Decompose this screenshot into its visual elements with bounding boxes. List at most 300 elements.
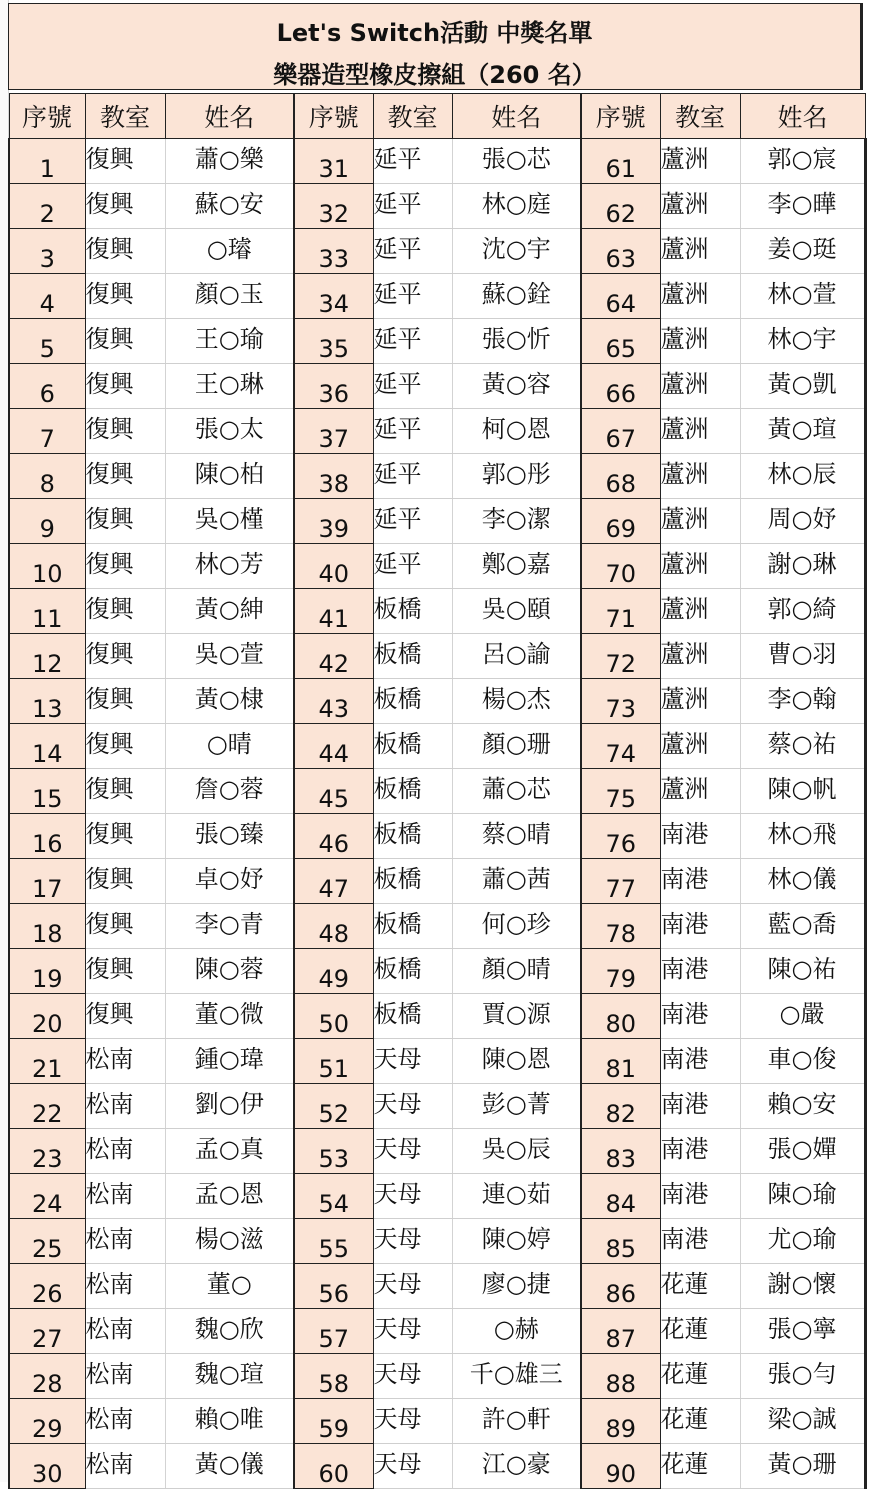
- winner-name-cell: 車○俊: [740, 1039, 865, 1084]
- table-row: [9, 229, 865, 274]
- table-row: [9, 679, 865, 724]
- classroom-cell: 南港: [660, 1129, 740, 1174]
- classroom-cell: 延平: [373, 184, 452, 229]
- winner-name-cell: 李○翰: [740, 679, 865, 724]
- winner-name-cell: 楊○杰: [452, 679, 581, 724]
- winner-name-cell: 陳○婷: [452, 1219, 581, 1264]
- table-row: [9, 589, 865, 634]
- winner-name-cell: 陳○恩: [452, 1039, 581, 1084]
- winner-name-cell: 曹○羽: [740, 634, 865, 679]
- classroom-cell: 松南: [85, 1309, 165, 1354]
- winner-name-cell: 柯○恩: [452, 409, 581, 454]
- row-number: 2: [9, 184, 85, 229]
- classroom-cell: 復興: [85, 814, 165, 859]
- winner-name-cell: 顏○晴: [452, 949, 581, 994]
- classroom-cell: 蘆洲: [660, 589, 740, 634]
- table-row: [9, 1039, 865, 1084]
- winner-name-cell: 鍾○瑋: [165, 1039, 294, 1084]
- classroom-cell: 蘆洲: [660, 724, 740, 769]
- classroom-cell: 復興: [85, 499, 165, 544]
- classroom-cell: 蘆洲: [660, 634, 740, 679]
- classroom-cell: 復興: [85, 319, 165, 364]
- classroom-cell: 天母: [373, 1309, 452, 1354]
- winner-name-cell: 王○瑜: [165, 319, 294, 364]
- classroom-cell: 延平: [373, 544, 452, 589]
- classroom-cell: 板橋: [373, 769, 452, 814]
- table-row: [9, 994, 865, 1039]
- classroom-cell: 復興: [85, 139, 165, 184]
- classroom-cell: 復興: [85, 904, 165, 949]
- winner-name-cell: 黃○儀: [165, 1444, 294, 1489]
- winner-name-cell: 蕭○茜: [452, 859, 581, 904]
- winner-name-cell: 廖○捷: [452, 1264, 581, 1309]
- winner-name-cell: 郭○宸: [740, 139, 865, 184]
- classroom-cell: 延平: [373, 274, 452, 319]
- row-number: 35: [294, 319, 373, 364]
- winner-name-cell: 千○雄三: [452, 1354, 581, 1399]
- classroom-cell: 天母: [373, 1039, 452, 1084]
- row-number: 34: [294, 274, 373, 319]
- table-row: [9, 1399, 865, 1444]
- row-number: 28: [9, 1354, 85, 1399]
- row-number: 64: [581, 274, 660, 319]
- row-number: 70: [581, 544, 660, 589]
- classroom-cell: 南港: [660, 1084, 740, 1129]
- row-number: 50: [294, 994, 373, 1039]
- winner-name-cell: 卓○妤: [165, 859, 294, 904]
- winner-name-cell: 蔡○晴: [452, 814, 581, 859]
- winner-name-cell: ○嚴: [740, 994, 865, 1039]
- row-number: 71: [581, 589, 660, 634]
- classroom-cell: 天母: [373, 1444, 452, 1489]
- classroom-cell: 天母: [373, 1354, 452, 1399]
- row-number: 77: [581, 859, 660, 904]
- classroom-cell: 板橋: [373, 814, 452, 859]
- row-number: 12: [9, 634, 85, 679]
- row-number: 81: [581, 1039, 660, 1084]
- winner-name-cell: 蘇○銓: [452, 274, 581, 319]
- row-number: 1: [9, 139, 85, 184]
- header-room: 教室: [373, 94, 452, 139]
- classroom-cell: 蘆洲: [660, 769, 740, 814]
- classroom-cell: 南港: [660, 814, 740, 859]
- winner-name-cell: ○璿: [165, 229, 294, 274]
- classroom-cell: 松南: [85, 1129, 165, 1174]
- classroom-cell: 花蓮: [660, 1444, 740, 1489]
- row-number: 32: [294, 184, 373, 229]
- row-number: 51: [294, 1039, 373, 1084]
- header-name: 姓名: [452, 94, 581, 139]
- row-number: 57: [294, 1309, 373, 1354]
- classroom-cell: 蘆洲: [660, 544, 740, 589]
- classroom-cell: 延平: [373, 409, 452, 454]
- table-row: [9, 769, 865, 814]
- row-number: 72: [581, 634, 660, 679]
- table-row: [9, 274, 865, 319]
- winner-name-cell: 林○芳: [165, 544, 294, 589]
- row-number: 21: [9, 1039, 85, 1084]
- classroom-cell: 蘆洲: [660, 364, 740, 409]
- winner-name-cell: 賴○安: [740, 1084, 865, 1129]
- classroom-cell: 復興: [85, 949, 165, 994]
- winner-name-cell: 李○青: [165, 904, 294, 949]
- row-number: 18: [9, 904, 85, 949]
- row-number: 31: [294, 139, 373, 184]
- classroom-cell: 板橋: [373, 859, 452, 904]
- winner-name-cell: 楊○滋: [165, 1219, 294, 1264]
- winner-name-cell: 張○太: [165, 409, 294, 454]
- table-row: [9, 1084, 865, 1129]
- classroom-cell: 板橋: [373, 724, 452, 769]
- row-number: 26: [9, 1264, 85, 1309]
- winner-name-cell: 李○潔: [452, 499, 581, 544]
- row-number: 19: [9, 949, 85, 994]
- row-number: 7: [9, 409, 85, 454]
- winner-name-cell: 黃○紳: [165, 589, 294, 634]
- classroom-cell: 天母: [373, 1174, 452, 1219]
- winner-name-cell: 陳○帆: [740, 769, 865, 814]
- winner-name-cell: 賴○唯: [165, 1399, 294, 1444]
- classroom-cell: 板橋: [373, 634, 452, 679]
- row-number: 55: [294, 1219, 373, 1264]
- table-row: [9, 1174, 865, 1219]
- winner-name-cell: 董○: [165, 1264, 294, 1309]
- classroom-cell: 松南: [85, 1264, 165, 1309]
- classroom-cell: 南港: [660, 859, 740, 904]
- row-number: 39: [294, 499, 373, 544]
- winner-name-cell: 江○豪: [452, 1444, 581, 1489]
- winner-name-cell: 陳○柏: [165, 454, 294, 499]
- winner-name-cell: 林○飛: [740, 814, 865, 859]
- classroom-cell: 復興: [85, 544, 165, 589]
- row-number: 89: [581, 1399, 660, 1444]
- header-seq: 序號: [294, 94, 373, 139]
- row-number: 47: [294, 859, 373, 904]
- winner-name-cell: 沈○宇: [452, 229, 581, 274]
- row-number: 45: [294, 769, 373, 814]
- row-number: 22: [9, 1084, 85, 1129]
- winner-name-cell: ○晴: [165, 724, 294, 769]
- classroom-cell: 延平: [373, 364, 452, 409]
- classroom-cell: 蘆洲: [660, 229, 740, 274]
- winner-name-cell: 張○忻: [452, 319, 581, 364]
- row-number: 40: [294, 544, 373, 589]
- classroom-cell: 復興: [85, 184, 165, 229]
- row-number: 62: [581, 184, 660, 229]
- row-number: 68: [581, 454, 660, 499]
- winner-name-cell: 顏○玉: [165, 274, 294, 319]
- classroom-cell: 南港: [660, 949, 740, 994]
- classroom-cell: 蘆洲: [660, 499, 740, 544]
- header-room: 教室: [660, 94, 740, 139]
- winner-name-cell: 魏○欣: [165, 1309, 294, 1354]
- row-number: 60: [294, 1444, 373, 1489]
- row-number: 6: [9, 364, 85, 409]
- classroom-cell: 南港: [660, 1039, 740, 1084]
- classroom-cell: 蘆洲: [660, 274, 740, 319]
- winner-name-cell: 姜○珽: [740, 229, 865, 274]
- classroom-cell: 復興: [85, 679, 165, 724]
- row-number: 16: [9, 814, 85, 859]
- title-line-1: Let's Switch活動 中獎名單: [276, 19, 593, 47]
- header-name: 姓名: [740, 94, 865, 139]
- table-row: [9, 949, 865, 994]
- row-number: 73: [581, 679, 660, 724]
- table-row: [9, 904, 865, 949]
- winner-name-cell: 郭○彤: [452, 454, 581, 499]
- row-number: 52: [294, 1084, 373, 1129]
- table-body: [9, 139, 865, 1489]
- row-number: 42: [294, 634, 373, 679]
- row-number: 59: [294, 1399, 373, 1444]
- row-number: 78: [581, 904, 660, 949]
- row-number: 76: [581, 814, 660, 859]
- winner-name-cell: 黃○珊: [740, 1444, 865, 1489]
- table-row: [9, 454, 865, 499]
- row-number: 20: [9, 994, 85, 1039]
- winner-name-cell: 蕭○樂: [165, 139, 294, 184]
- row-number: 27: [9, 1309, 85, 1354]
- table-row: [9, 724, 865, 769]
- classroom-cell: 蘆洲: [660, 184, 740, 229]
- row-number: 86: [581, 1264, 660, 1309]
- header-row: [9, 94, 865, 139]
- winners-table: [8, 93, 867, 1489]
- winner-name-cell: 黃○容: [452, 364, 581, 409]
- classroom-cell: 松南: [85, 1399, 165, 1444]
- row-number: 53: [294, 1129, 373, 1174]
- row-number: 14: [9, 724, 85, 769]
- winner-name-cell: 林○萱: [740, 274, 865, 319]
- classroom-cell: 復興: [85, 769, 165, 814]
- winner-name-cell: 黃○瑄: [740, 409, 865, 454]
- classroom-cell: 花蓮: [660, 1354, 740, 1399]
- row-number: 74: [581, 724, 660, 769]
- classroom-cell: 松南: [85, 1174, 165, 1219]
- winner-name-cell: 蔡○祐: [740, 724, 865, 769]
- table-row: [9, 1129, 865, 1174]
- classroom-cell: 延平: [373, 229, 452, 274]
- winner-name-cell: 林○辰: [740, 454, 865, 499]
- classroom-cell: 松南: [85, 1084, 165, 1129]
- table-row: [9, 1219, 865, 1264]
- row-number: 67: [581, 409, 660, 454]
- row-number: 66: [581, 364, 660, 409]
- title-banner: [8, 3, 863, 90]
- winner-name-cell: 陳○蓉: [165, 949, 294, 994]
- classroom-cell: 復興: [85, 454, 165, 499]
- classroom-cell: 蘆洲: [660, 139, 740, 184]
- row-number: 38: [294, 454, 373, 499]
- row-number: 83: [581, 1129, 660, 1174]
- winner-name-cell: 周○妤: [740, 499, 865, 544]
- winner-name-cell: 魏○瑄: [165, 1354, 294, 1399]
- winner-name-cell: 顏○珊: [452, 724, 581, 769]
- classroom-cell: 復興: [85, 364, 165, 409]
- row-number: 85: [581, 1219, 660, 1264]
- winner-name-cell: 李○曄: [740, 184, 865, 229]
- classroom-cell: 南港: [660, 1174, 740, 1219]
- header-room: 教室: [85, 94, 165, 139]
- classroom-cell: 花蓮: [660, 1309, 740, 1354]
- classroom-cell: 南港: [660, 994, 740, 1039]
- winner-name-cell: 彭○菁: [452, 1084, 581, 1129]
- classroom-cell: 板橋: [373, 949, 452, 994]
- row-number: 58: [294, 1354, 373, 1399]
- winner-name-cell: 蘇○安: [165, 184, 294, 229]
- winner-name-cell: 呂○諭: [452, 634, 581, 679]
- classroom-cell: 松南: [85, 1039, 165, 1084]
- classroom-cell: 延平: [373, 454, 452, 499]
- classroom-cell: 松南: [85, 1444, 165, 1489]
- row-number: 25: [9, 1219, 85, 1264]
- winner-name-cell: 許○軒: [452, 1399, 581, 1444]
- classroom-cell: 復興: [85, 994, 165, 1039]
- classroom-cell: 復興: [85, 589, 165, 634]
- row-number: 43: [294, 679, 373, 724]
- winner-name-cell: 孟○恩: [165, 1174, 294, 1219]
- row-number: 44: [294, 724, 373, 769]
- row-number: 30: [9, 1444, 85, 1489]
- row-number: 61: [581, 139, 660, 184]
- row-number: 48: [294, 904, 373, 949]
- row-number: 23: [9, 1129, 85, 1174]
- row-number: 24: [9, 1174, 85, 1219]
- classroom-cell: 蘆洲: [660, 679, 740, 724]
- classroom-cell: 蘆洲: [660, 319, 740, 364]
- classroom-cell: 復興: [85, 859, 165, 904]
- table-row: [9, 184, 865, 229]
- classroom-cell: 板橋: [373, 679, 452, 724]
- winner-name-cell: 連○茹: [452, 1174, 581, 1219]
- header-name: 姓名: [165, 94, 294, 139]
- winner-name-cell: 黃○凱: [740, 364, 865, 409]
- classroom-cell: 延平: [373, 139, 452, 184]
- winner-name-cell: 蕭○芯: [452, 769, 581, 814]
- winner-name-cell: 吳○槿: [165, 499, 294, 544]
- row-number: 46: [294, 814, 373, 859]
- winner-name-cell: 賈○源: [452, 994, 581, 1039]
- classroom-cell: 天母: [373, 1219, 452, 1264]
- classroom-cell: 延平: [373, 499, 452, 544]
- winner-name-cell: 張○勻: [740, 1354, 865, 1399]
- classroom-cell: 復興: [85, 409, 165, 454]
- classroom-cell: 松南: [85, 1354, 165, 1399]
- row-number: 11: [9, 589, 85, 634]
- table-row: [9, 814, 865, 859]
- table-row: [9, 319, 865, 364]
- classroom-cell: 南港: [660, 1219, 740, 1264]
- winner-name-cell: 劉○伊: [165, 1084, 294, 1129]
- classroom-cell: 板橋: [373, 994, 452, 1039]
- classroom-cell: 延平: [373, 319, 452, 364]
- classroom-cell: 花蓮: [660, 1264, 740, 1309]
- classroom-cell: 天母: [373, 1264, 452, 1309]
- table-row: [9, 139, 865, 184]
- header-seq: 序號: [581, 94, 660, 139]
- row-number: 3: [9, 229, 85, 274]
- classroom-cell: 松南: [85, 1219, 165, 1264]
- winner-name-cell: 林○儀: [740, 859, 865, 904]
- classroom-cell: 復興: [85, 724, 165, 769]
- classroom-cell: 復興: [85, 229, 165, 274]
- table-row: [9, 409, 865, 454]
- row-number: 63: [581, 229, 660, 274]
- row-number: 90: [581, 1444, 660, 1489]
- winner-name-cell: 張○臻: [165, 814, 294, 859]
- classroom-cell: 天母: [373, 1129, 452, 1174]
- row-number: 56: [294, 1264, 373, 1309]
- winner-name-cell: 吳○萱: [165, 634, 294, 679]
- winner-name-cell: 謝○懷: [740, 1264, 865, 1309]
- row-number: 88: [581, 1354, 660, 1399]
- table-row: [9, 1264, 865, 1309]
- row-number: 29: [9, 1399, 85, 1444]
- row-number: 80: [581, 994, 660, 1039]
- winner-name-cell: 林○庭: [452, 184, 581, 229]
- winner-name-cell: 謝○琳: [740, 544, 865, 589]
- row-number: 15: [9, 769, 85, 814]
- row-number: 5: [9, 319, 85, 364]
- table-row: [9, 1354, 865, 1399]
- classroom-cell: 復興: [85, 634, 165, 679]
- row-number: 65: [581, 319, 660, 364]
- classroom-cell: 復興: [85, 274, 165, 319]
- row-number: 49: [294, 949, 373, 994]
- winner-name-cell: 張○嬋: [740, 1129, 865, 1174]
- row-number: 8: [9, 454, 85, 499]
- row-number: 69: [581, 499, 660, 544]
- classroom-cell: 南港: [660, 904, 740, 949]
- winner-name-cell: 黃○棣: [165, 679, 294, 724]
- winner-name-cell: 吳○頤: [452, 589, 581, 634]
- winner-name-cell: 陳○祐: [740, 949, 865, 994]
- table-row: [9, 544, 865, 589]
- table-row: [9, 499, 865, 544]
- winner-name-cell: ○赫: [452, 1309, 581, 1354]
- row-number: 9: [9, 499, 85, 544]
- table-row: [9, 634, 865, 679]
- classroom-cell: 蘆洲: [660, 454, 740, 499]
- winner-name-cell: 尤○瑜: [740, 1219, 865, 1264]
- table-row: [9, 859, 865, 904]
- row-number: 4: [9, 274, 85, 319]
- title-line-2: 樂器造型橡皮擦組（260 名）: [273, 61, 596, 89]
- winner-name-cell: 董○微: [165, 994, 294, 1039]
- winner-name-cell: 藍○喬: [740, 904, 865, 949]
- row-number: 10: [9, 544, 85, 589]
- row-number: 17: [9, 859, 85, 904]
- row-number: 36: [294, 364, 373, 409]
- winner-name-cell: 何○珍: [452, 904, 581, 949]
- winner-name-cell: 王○琳: [165, 364, 294, 409]
- winner-name-cell: 郭○綺: [740, 589, 865, 634]
- winner-name-cell: 張○寧: [740, 1309, 865, 1354]
- winner-name-cell: 張○芯: [452, 139, 581, 184]
- winner-name-cell: 林○宇: [740, 319, 865, 364]
- row-number: 33: [294, 229, 373, 274]
- row-number: 54: [294, 1174, 373, 1219]
- winner-name-cell: 鄭○嘉: [452, 544, 581, 589]
- winner-name-cell: 吳○辰: [452, 1129, 581, 1174]
- row-number: 37: [294, 409, 373, 454]
- winner-name-cell: 陳○瑜: [740, 1174, 865, 1219]
- winner-name-cell: 孟○真: [165, 1129, 294, 1174]
- header-seq: 序號: [9, 94, 85, 139]
- row-number: 75: [581, 769, 660, 814]
- classroom-cell: 板橋: [373, 904, 452, 949]
- row-number: 79: [581, 949, 660, 994]
